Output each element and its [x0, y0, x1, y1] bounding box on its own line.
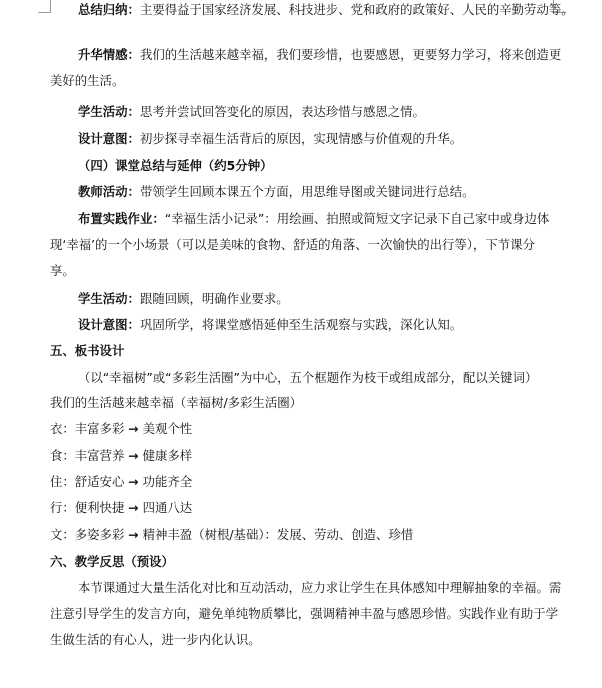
reflection-line2: 注意引导学生的发言方向，避免单纯物质攀比，强调精神丰盈与感恩珍惜。实践作业有助于学: [50, 606, 559, 621]
board-item-keyword: 功能齐全: [142, 474, 193, 489]
paragraph-homework: [78, 210, 549, 228]
arrow-icon: →: [128, 500, 139, 515]
section-5-heading: 五、板书设计: [50, 343, 125, 358]
reflection-line3: 生做生活的有心人，进一步内化认识。: [50, 632, 261, 647]
paragraph-student-activity-1: [78, 103, 425, 121]
summary-text: 主要得益于国家经济发展、科技进步、党和政府的政策好、人民的辛勤劳动等。: [139, 2, 574, 17]
paragraph-design-intent-1: [78, 130, 462, 148]
student-activity-text-1: 思考并尝试回答变化的原因，表达珍惜与感恩之情。: [139, 104, 425, 119]
student-activity-text-2: 跟随回顾，明确作业要求。: [139, 291, 289, 306]
paragraph-design-intent-2: [78, 316, 462, 334]
student-activity-label-2: 学生活动：: [78, 291, 140, 306]
board-item-keyword: 健康多样: [142, 448, 193, 463]
paragraph-student-activity-2: [78, 290, 289, 308]
board-item-keyword: 精神丰盈（树根/基础）：发展、劳动、创造、珍惜: [142, 527, 414, 542]
board-item-housing: [50, 473, 192, 491]
student-activity-label-1: 学生活动：: [78, 104, 140, 119]
paragraph-teacher-activity: [78, 183, 475, 201]
homework-label: 布置实践作业：: [78, 211, 165, 226]
summary-label: 总结归纳：: [78, 2, 140, 17]
board-item-topic: 衣：丰富多彩: [50, 421, 125, 436]
reflection-line1: 本节课通过大量生活化对比和互动活动，应力求让学生在具体感知中理解抽象的幸福。需: [78, 580, 562, 595]
board-item-clothing: [50, 420, 192, 438]
board-item-topic: 文：多姿多彩: [50, 527, 125, 542]
page-corner-mark-left: [38, 0, 51, 13]
design-intent-label-2: 设计意图：: [78, 317, 140, 332]
section-6-heading: 六、教学反思（预设）: [50, 554, 174, 569]
board-item-culture: [50, 526, 413, 544]
board-note: （以“幸福树”或“多彩生活圈”为中心，五个框题作为枝干或组成部分，配以关键词）: [78, 370, 538, 385]
sublimation-text-line1: 我们的生活越来越幸福，我们要珍惜，也要感恩，更要努力学习，将来创造更: [139, 47, 562, 62]
design-intent-text-1: 初步探寻幸福生活背后的原因，实现情感与价值观的升华。: [139, 131, 463, 146]
homework-text-line2: 现‘幸福’的一个小场景（可以是美味的食物、舒适的角落、一次愉快的出行等），下节课分: [50, 237, 535, 252]
design-intent-label-1: 设计意图：: [78, 131, 140, 146]
board-item-topic: 行：便利快捷: [50, 500, 125, 515]
homework-text-line3: 享。: [50, 263, 75, 278]
arrow-icon: →: [128, 474, 139, 489]
sublimation-label: 升华情感：: [78, 47, 140, 62]
board-item-food: [50, 447, 192, 465]
teacher-activity-text: 带领学生回顾本课五个方面，用思维导图或关键词进行总结。: [139, 184, 475, 199]
board-item-keyword: 美观个性: [142, 421, 193, 436]
teacher-activity-label: 教师活动：: [78, 184, 140, 199]
board-item-topic: 食：丰富营养: [50, 448, 125, 463]
arrow-icon: →: [128, 448, 139, 463]
arrow-icon: →: [128, 527, 139, 542]
board-item-transport: [50, 499, 192, 517]
board-item-keyword: 四通八达: [142, 500, 193, 515]
sublimation-text-line2: 美好的生活。: [50, 73, 125, 88]
paragraph-sublimation: [78, 46, 561, 64]
design-intent-text-2: 巩固所学，将课堂感悟延伸至生活观察与实践，深化认知。: [139, 317, 463, 332]
paragraph-summary: [78, 1, 574, 19]
board-item-topic: 住：舒适安心: [50, 474, 125, 489]
arrow-icon: →: [128, 421, 139, 436]
board-title: 我们的生活越来越幸福（幸福树/多彩生活圈）: [50, 395, 302, 410]
section-4-heading: （四）课堂总结与延伸（约5分钟）: [78, 158, 273, 173]
homework-text-line1: “幸福生活小记录”：用绘画、拍照或简短文字记录下自己家中或身边体: [164, 211, 550, 226]
